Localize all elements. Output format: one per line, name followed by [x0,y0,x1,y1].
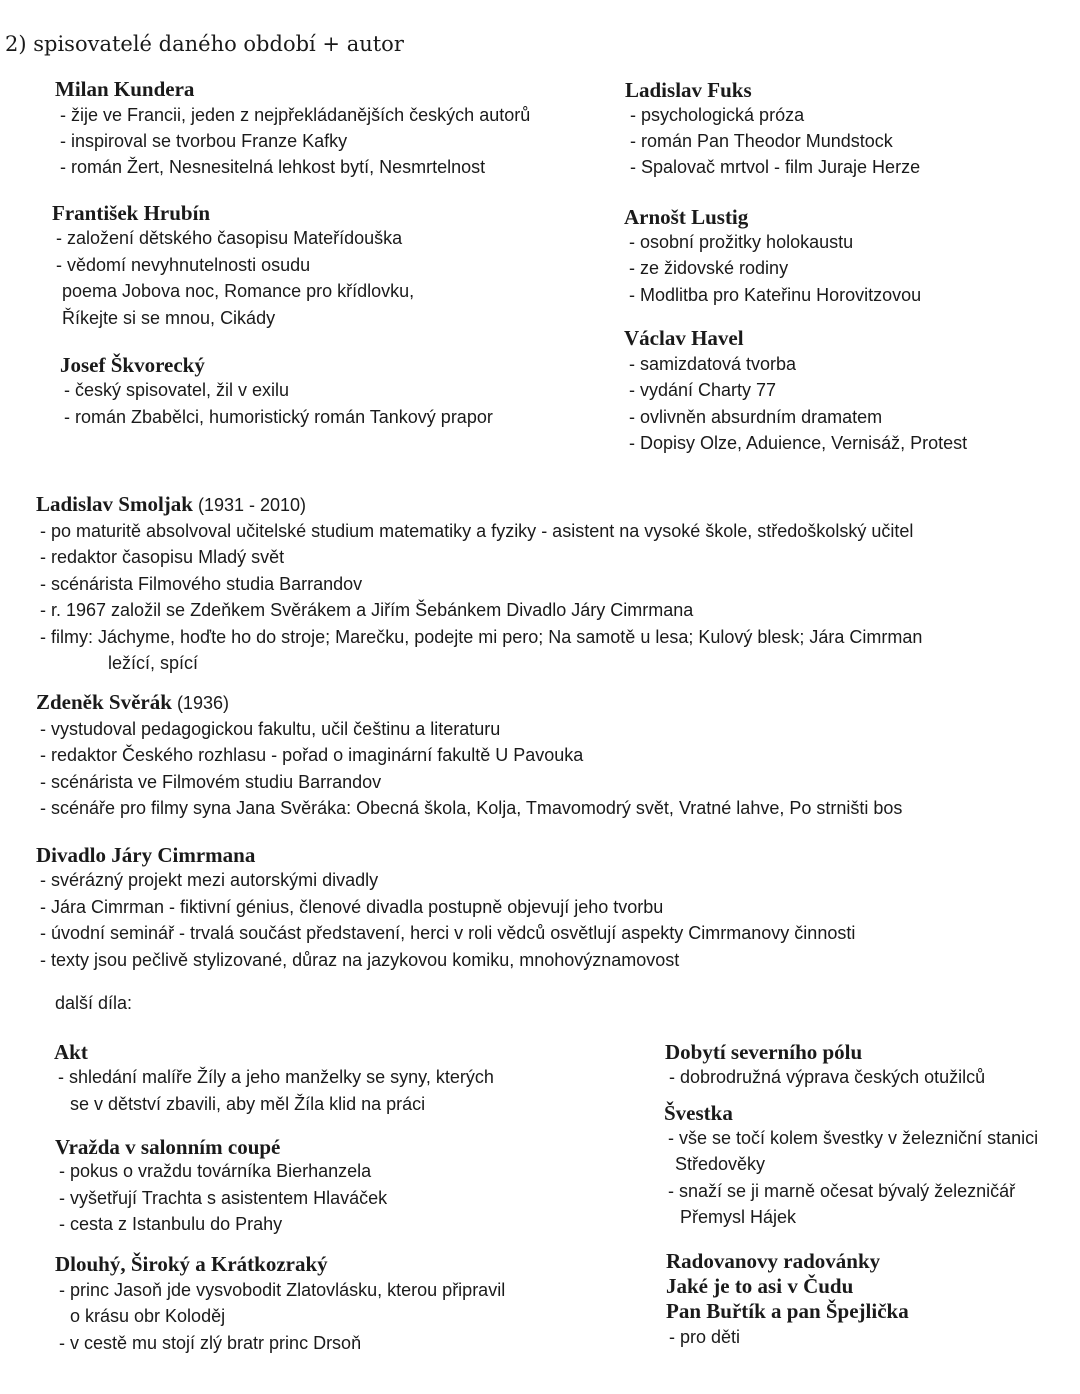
bullet-line: - svérázný projekt mezi autorskými divadly [40,870,379,890]
heading-name: Jaké je to asi v Čudu [666,1274,854,1298]
bullet-line: - český spisovatel, žil v exilu [64,380,290,400]
heading-name: Švestka [664,1101,733,1125]
bullet-line: se v dětství zbavili, aby měl Žíla klid na práci [70,1094,426,1114]
bullet-line: o krásu obr Koloděj [70,1306,226,1326]
author-heading [36,842,255,868]
heading-name: Ladislav Smoljak [36,492,193,516]
heading-name: Dobytí severního pólu [665,1040,863,1064]
author-heading [624,204,748,230]
bullet-line: - román Zbabělci, humoristický román Tankový prapor [64,407,493,427]
bullet-line: - Spalovač mrtvol - film Juraje Herze [630,157,921,177]
author-heading [60,352,205,378]
heading-name: Divadlo Járy Cimrmana [36,843,256,867]
bullet-line: - po maturitě absolvoval učitelské studium matematiky a fyziky - asistent na vysoké škole, středoškolský učitel [40,521,914,541]
bullet-line: - scénáře pro filmy syna Jana Svěráka: Obecná škola, Kolja, Tmavomodrý svět, Vratné lahve, Po strništi bos [40,798,903,818]
heading-name: Radovanovy radovánky [666,1249,881,1273]
bullet-line: - samizdatová tvorba [629,354,797,374]
bullet-line: - pokus o vraždu továrníka Bierhanzela [59,1161,372,1181]
heading-name: Zdeněk Svěrák [36,690,172,714]
author-heading [54,1039,88,1065]
bullet-line: - Jára Cimrman - fiktivní génius, členové divadla postupně objevují jeho tvorbu [40,897,664,917]
bullet-line: - úvodní seminář - trvalá součást představení, herci v roli vědců osvětlují aspekty Cimrmanovy činnosti [40,923,856,943]
heading-name: Josef Škvorecký [60,353,205,377]
bullet-line: - princ Jasoň jde vysvobodit Zlatovlásku, kterou připravil [59,1280,506,1300]
author-heading [665,1039,862,1065]
bullet-line: - texty jsou pečlivě stylizované, důraz na jazykovou komiku, mnohovýznamovost [40,950,680,970]
bullet-line: - scénárista ve Filmovém studiu Barrandov [40,772,382,792]
author-heading [625,77,752,103]
bullet-line: - vystudoval pedagogickou fakultu, učil češtinu a literaturu [40,719,501,739]
heading-name: Václav Havel [624,326,744,350]
bullet-line: - vše se točí kolem švestky v železniční stanici [668,1128,1039,1148]
bullet-line: poema Jobova noc, Romance pro křídlovku, [62,281,415,301]
bullet-line: - snaží se ji marně očesat bývalý železničář [668,1181,1016,1201]
bullet-line: - shledání malíře Žíly a jeho manželky se syny, kterých [58,1067,494,1087]
bullet-line: - vědomí nevyhnutelnosti osudu [56,255,311,275]
heading-name: Pan Buřtík a pan Špejlička [666,1299,909,1323]
author-heading [55,76,194,102]
bullet-line: - redaktor časopisu Mladý svět [40,547,285,567]
heading-name: Milan Kundera [55,77,195,101]
author-heading [664,1100,733,1126]
bullet-line: - dobrodružná výprava českých otužilců [669,1067,986,1087]
heading-name: Akt [54,1040,88,1064]
bullet-line: - vyšetřují Trachta s asistentem Hlaváček [59,1188,388,1208]
bullet-line: - Dopisy Olze, Aduience, Vernisáž, Protest [629,433,968,453]
bullet-line: - filmy: Jáchyme, hoďte ho do stroje; Marečku, podejte mi pero; Na samotě u lesa; Kulový blesk; Jára Cimrman [40,627,923,647]
heading-years: (1936) [171,693,229,713]
bullet-line: - ovlivněn absurdním dramatem [629,407,883,427]
bullet-line: - v cestě mu stojí zlý bratr princ Drsoň [59,1333,362,1353]
bullet-line: Říkejte si se mnou, Cikády [62,308,276,328]
bullet-line: - žije ve Francii, jeden z nejpřekládanějších českých autorů [60,105,531,125]
author-heading [666,1298,909,1324]
bullet-line: - redaktor Českého rozhlasu - pořad o imaginární fakultě U Pavouka [40,745,584,765]
bullet-line: - vydání Charty 77 [629,380,777,400]
bullet-line: Středověky [675,1154,766,1174]
bullet-line: - osobní prožitky holokaustu [629,232,854,252]
heading-name: Vražda v salonním coupé [55,1135,281,1159]
author-heading [666,1248,880,1274]
heading-name: František Hrubín [52,201,211,225]
bullet-line: - inspiroval se tvorbou Franze Kafky [60,131,348,151]
heading-name: Dlouhý, Široký a Krátkozraký [55,1252,328,1276]
author-heading [36,689,229,716]
author-heading [52,200,210,226]
author-heading [55,1251,328,1277]
bullet-line: - cesta z Istanbulu do Prahy [59,1214,283,1234]
bullet-line: ležící, spící [108,653,199,673]
heading-name: Arnošt Lustig [624,205,749,229]
bullet-line: - pro děti [669,1327,741,1347]
bullet-line: - román Žert, Nesnesitelná lehkost bytí, Nesmrtelnost [60,157,486,177]
bullet-line: - Modlitba pro Kateřinu Horovitzovou [629,285,922,305]
heading-name: Ladislav Fuks [625,78,752,102]
bullet-line: - založení dětského časopisu Mateřídouška [56,228,403,248]
author-heading [55,1134,280,1160]
bullet-line: - scénárista Filmového studia Barrandov [40,574,363,594]
author-heading [666,1273,853,1299]
bullet-line: - ze židovské rodiny [629,258,789,278]
author-heading [36,491,306,518]
page-title: 2) spisovatelé daného období + autor [5,32,404,56]
heading-years: (1931 - 2010) [192,495,307,515]
bullet-line: - román Pan Theodor Mundstock [630,131,893,151]
bullet-line: Přemysl Hájek [680,1207,797,1227]
bullet-line: - r. 1967 založil se Zdeňkem Svěrákem a Jiřím Šebánkem Divadlo Járy Cimrmana [40,600,694,620]
bullet-line: - psychologická próza [630,105,805,125]
author-heading [624,325,744,351]
bullet-line: další díla: [55,993,133,1013]
